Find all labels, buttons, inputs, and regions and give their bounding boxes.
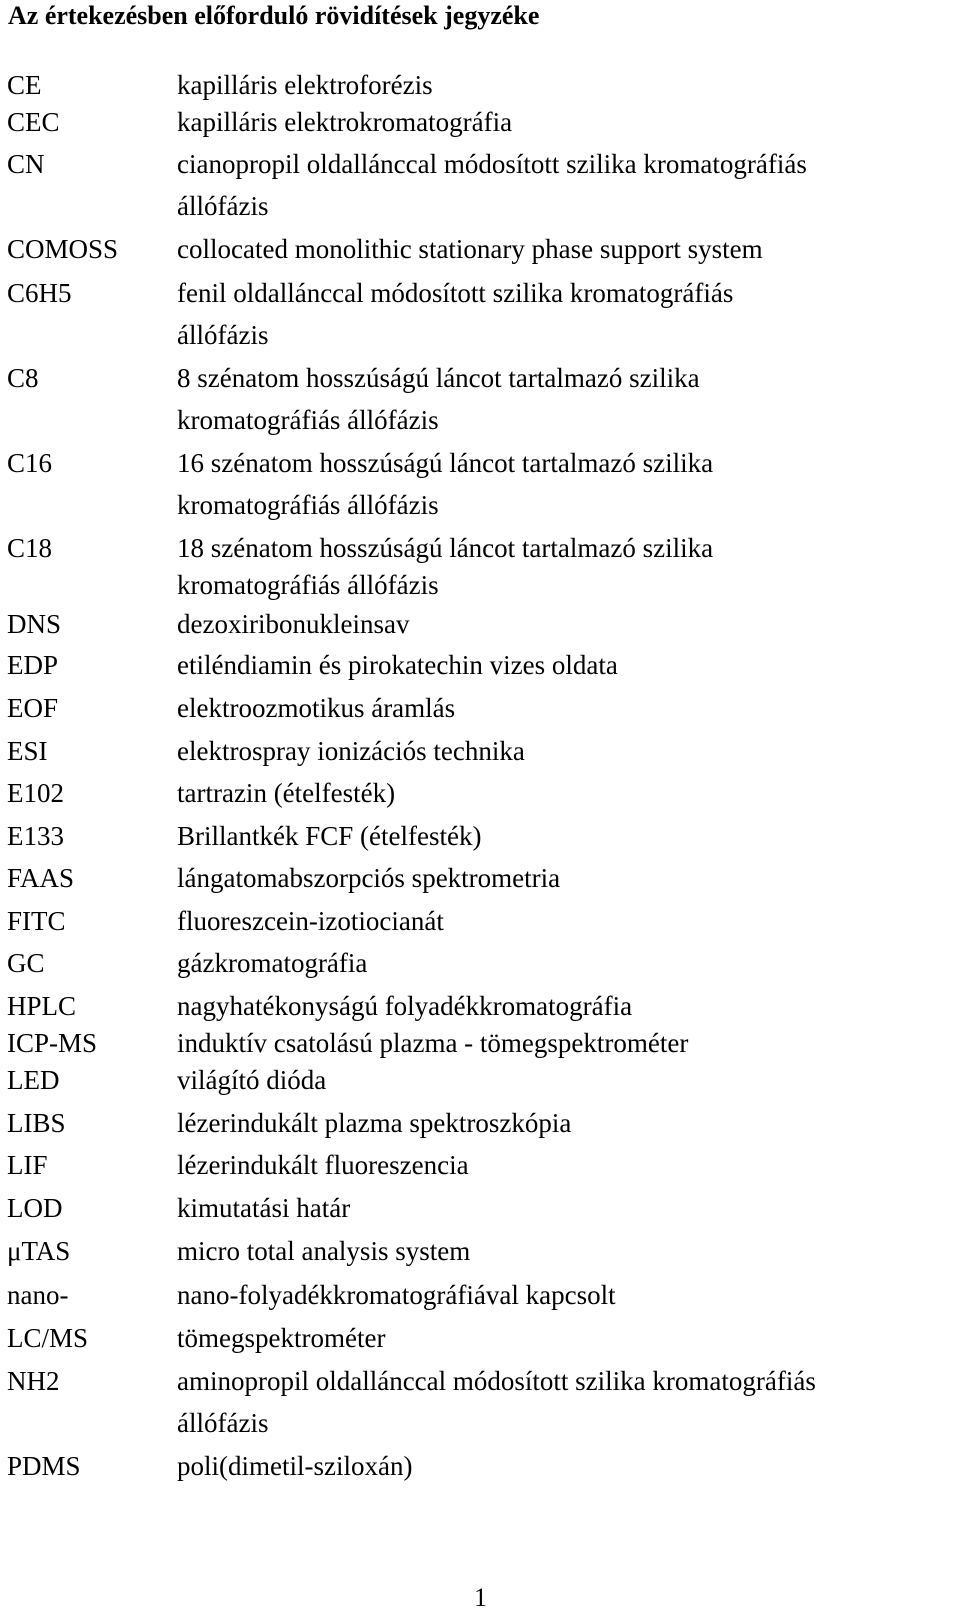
abbreviation-definition: 16 szénatom hosszúságú láncot tartalmazó szilika — [177, 448, 714, 478]
abbreviation-definition: 8 szénatom hosszúságú láncot tartalmazó szilika — [177, 363, 700, 393]
abbreviation-definition: dezoxiribonukleinsav — [177, 609, 410, 639]
abbreviation-term: PDMS — [7, 1451, 81, 1481]
abbreviation-definition: kapilláris elektrokromatográfia — [177, 107, 513, 137]
abbreviation-term: CE — [7, 70, 42, 100]
abbreviation-definition: állófázis — [177, 320, 269, 350]
abbreviation-definition: nagyhatékonyságú folyadékkromatográfia — [177, 991, 633, 1021]
abbreviation-definition: állófázis — [177, 191, 269, 221]
page-title: Az értekezésben előforduló rövidítések jegyzéke — [8, 1, 540, 30]
abbreviation-term: LED — [7, 1065, 60, 1095]
abbreviation-definition: tömegspektrométer — [177, 1323, 386, 1353]
abbreviation-definition: 18 szénatom hosszúságú láncot tartalmazó szilika — [177, 533, 714, 563]
abbreviation-term: EDP — [7, 650, 59, 680]
abbreviation-definition: lézerindukált fluoreszencia — [177, 1150, 469, 1180]
abbreviation-term: CEC — [7, 107, 60, 137]
abbreviation-definition: kimutatási határ — [177, 1193, 351, 1223]
abbreviation-term: CN — [7, 149, 45, 179]
abbreviation-definition: cianopropil oldallánccal módosított szilika kromatográfiás — [177, 149, 807, 179]
abbreviation-definition: kromatográfiás állófázis — [177, 405, 439, 435]
abbreviation-definition: elektroozmotikus áramlás — [177, 693, 456, 723]
abbreviation-term: LIBS — [7, 1108, 66, 1138]
abbreviation-definition: gázkromatográfia — [177, 948, 368, 978]
abbreviation-term: FITC — [7, 906, 66, 936]
abbreviation-definition: nano-folyadékkromatográfiával kapcsolt — [177, 1280, 616, 1310]
abbreviation-definition: fenil oldallánccal módosított szilika kromatográfiás — [177, 278, 734, 308]
abbreviation-definition: lángatomabszorpciós spektrometria — [177, 863, 561, 893]
abbreviation-definition: Brillantkék FCF (ételfesték) — [177, 821, 482, 851]
abbreviation-term: E133 — [7, 821, 64, 851]
abbreviation-term: C8 — [7, 363, 39, 393]
abbreviation-term: GC — [7, 948, 45, 978]
abbreviation-term: nano- — [7, 1280, 69, 1310]
abbreviation-term: LC/MS — [7, 1323, 89, 1353]
abbreviation-term: LIF — [7, 1150, 48, 1180]
abbreviation-term: C16 — [7, 448, 53, 478]
abbreviation-term: C18 — [7, 533, 53, 563]
abbreviation-term: DNS — [7, 609, 62, 639]
abbreviation-term: ICP-MS — [7, 1028, 98, 1058]
abbreviation-definition: collocated monolithic stationary phase support system — [177, 234, 763, 264]
abbreviation-definition: kapilláris elektroforézis — [177, 70, 433, 100]
abbreviation-term: C6H5 — [7, 278, 72, 308]
abbreviation-definition: poli(dimetil-sziloxán) — [177, 1451, 413, 1481]
abbreviation-term: LOD — [7, 1193, 63, 1223]
abbreviation-definition: kromatográfiás állófázis — [177, 490, 439, 520]
abbreviation-definition: etiléndiamin és pirokatechin vizes oldata — [177, 650, 618, 680]
abbreviation-definition: kromatográfiás állófázis — [177, 570, 439, 600]
abbreviation-definition: fluoreszcein-izotiocianát — [177, 906, 444, 936]
abbreviation-definition: induktív csatolású plazma - tömegspektrométer — [177, 1028, 689, 1058]
abbreviation-term: HPLC — [7, 991, 77, 1021]
abbreviation-term: EOF — [7, 693, 59, 723]
abbreviation-term: FAAS — [7, 863, 75, 893]
abbreviation-definition: elektrospray ionizációs technika — [177, 736, 525, 766]
abbreviation-term: COMOSS — [7, 234, 119, 264]
abbreviation-term: μTAS — [7, 1236, 71, 1266]
abbreviation-definition: állófázis — [177, 1408, 269, 1438]
abbreviation-term: NH2 — [7, 1366, 60, 1396]
abbreviation-definition: világító dióda — [177, 1065, 327, 1095]
abbreviation-definition: micro total analysis system — [177, 1236, 471, 1266]
abbreviation-definition: lézerindukált plazma spektroszkópia — [177, 1108, 572, 1138]
abbreviation-definition: aminopropil oldallánccal módosított szilika kromatográfiás — [177, 1366, 816, 1396]
abbreviation-term: E102 — [7, 778, 64, 808]
abbreviation-definition: tartrazin (ételfesték) — [177, 778, 396, 808]
abbreviation-term: ESI — [7, 736, 48, 766]
page-number: 1 — [474, 1583, 487, 1612]
